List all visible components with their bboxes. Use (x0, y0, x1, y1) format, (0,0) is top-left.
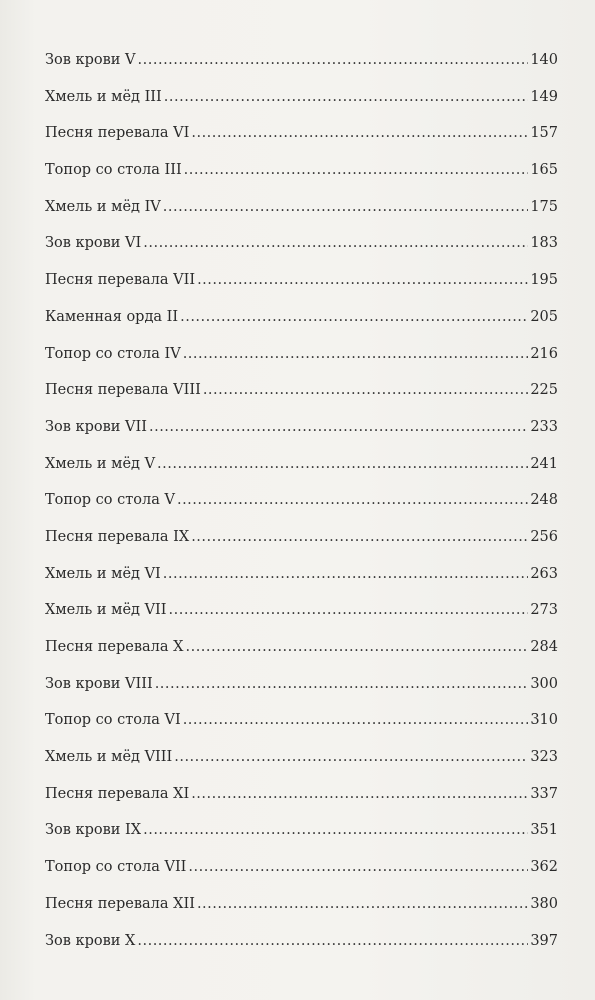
toc-entry (45, 816, 558, 853)
toc-entry (45, 523, 558, 560)
toc-entry-title: Зов крови V (45, 52, 136, 68)
dot-leader (138, 46, 529, 74)
dot-leader (174, 743, 528, 771)
toc-entry (45, 83, 558, 120)
dot-leader (191, 780, 528, 808)
dot-leader (180, 303, 528, 331)
toc-entry-title: Песня перевала XI (45, 785, 190, 802)
dot-leader (184, 156, 529, 184)
toc-entry-page: 323 (530, 749, 558, 766)
dot-leader (177, 486, 528, 514)
toc-entry (45, 450, 558, 487)
toc-entry-page: 397 (530, 932, 558, 949)
toc-entry (45, 890, 558, 927)
toc-entry-page: 273 (530, 602, 558, 619)
toc-entry-title: Песня перевала VIII (45, 382, 201, 399)
toc-entry-title: Хмель и мёд III (45, 88, 162, 105)
toc-entry (45, 266, 558, 303)
dot-leader (143, 229, 528, 257)
toc-entry-page: 380 (530, 895, 558, 912)
dot-leader (197, 890, 528, 918)
toc-entry (45, 670, 558, 707)
toc-entry-page: 256 (530, 528, 558, 545)
dot-leader (149, 413, 528, 441)
toc-entry-title: Зов крови X (45, 932, 136, 949)
toc-entry-page: 140 (530, 52, 558, 68)
dot-leader (197, 266, 528, 294)
toc-entry (45, 303, 558, 340)
table-of-contents (45, 46, 558, 963)
toc-entry (45, 46, 558, 83)
toc-entry-title: Зов крови VII (45, 418, 147, 435)
toc-entry-page: 300 (530, 675, 558, 692)
toc-entry-page: 149 (530, 88, 558, 105)
toc-entry-page: 225 (530, 382, 558, 399)
toc-entry (45, 119, 558, 156)
toc-entry-title: Хмель и мёд IV (45, 198, 161, 215)
toc-entry (45, 486, 558, 523)
toc-entry-page: 248 (530, 492, 558, 509)
toc-entry-title: Хмель и мёд VII (45, 602, 167, 619)
toc-entry-page: 175 (530, 198, 558, 215)
dot-leader (157, 450, 528, 478)
toc-entry (45, 743, 558, 780)
toc-entry-page: 183 (530, 235, 558, 252)
dot-leader (143, 816, 528, 844)
toc-entry-page: 157 (530, 125, 558, 142)
dot-leader (188, 853, 528, 881)
toc-entry-title: Зов крови VIII (45, 675, 153, 692)
toc-entry-page: 195 (530, 272, 558, 289)
toc-entry (45, 780, 558, 817)
toc-entry (45, 156, 558, 193)
toc-entry-page: 241 (530, 455, 558, 472)
toc-entry-page: 337 (530, 785, 558, 802)
toc-entry-title: Зов крови IX (45, 822, 142, 839)
toc-entry-page: 216 (530, 345, 558, 362)
dot-leader (169, 596, 529, 624)
dot-leader (191, 523, 528, 551)
toc-entry-title: Топор со стола IV (45, 345, 181, 362)
toc-entry-page: 263 (530, 565, 558, 582)
toc-entry-page: 205 (530, 308, 558, 325)
dot-leader (155, 670, 529, 698)
dot-leader (183, 340, 529, 368)
toc-entry-title: Песня перевала VI (45, 125, 190, 142)
toc-entry-title: Хмель и мёд V (45, 455, 156, 472)
toc-entry (45, 927, 558, 964)
toc-entry-title: Каменная орда II (45, 308, 179, 325)
dot-leader (164, 83, 529, 111)
toc-entry (45, 633, 558, 670)
toc-entry-page: 310 (530, 712, 558, 729)
toc-entry-title: Топор со стола VII (45, 859, 187, 876)
toc-entry (45, 229, 558, 266)
toc-entry-title: Зов крови VI (45, 235, 142, 252)
toc-entry (45, 596, 558, 633)
toc-entry-title: Песня перевала XII (45, 895, 195, 912)
dot-leader (203, 376, 529, 404)
toc-entry-page: 351 (530, 822, 558, 839)
toc-entry (45, 376, 558, 413)
dot-leader (183, 706, 529, 734)
toc-entry-title: Топор со стола III (45, 162, 182, 179)
toc-entry-page: 165 (530, 162, 558, 179)
toc-entry (45, 413, 558, 450)
dot-leader (137, 927, 528, 955)
dot-leader (163, 193, 529, 221)
toc-entry (45, 193, 558, 230)
toc-entry (45, 340, 558, 377)
toc-entry (45, 706, 558, 743)
toc-entry-title: Песня перевала IX (45, 528, 190, 545)
toc-entry-title: Хмель и мёд VIII (45, 749, 173, 766)
toc-entry (45, 853, 558, 890)
toc-entry (45, 560, 558, 597)
toc-entry-page: 362 (530, 859, 558, 876)
dot-leader (185, 633, 528, 661)
toc-entry-title: Песня перевала X (45, 639, 184, 655)
dot-leader (191, 119, 528, 147)
toc-entry-page: 284 (530, 639, 558, 655)
toc-entry-title: Топор со стола VI (45, 712, 181, 729)
dot-leader (163, 560, 529, 588)
toc-entry-title: Хмель и мёд VI (45, 565, 161, 582)
toc-entry-title: Песня перевала VII (45, 272, 196, 289)
toc-entry-title: Топор со стола V (45, 492, 175, 509)
toc-entry-page: 233 (530, 418, 558, 435)
